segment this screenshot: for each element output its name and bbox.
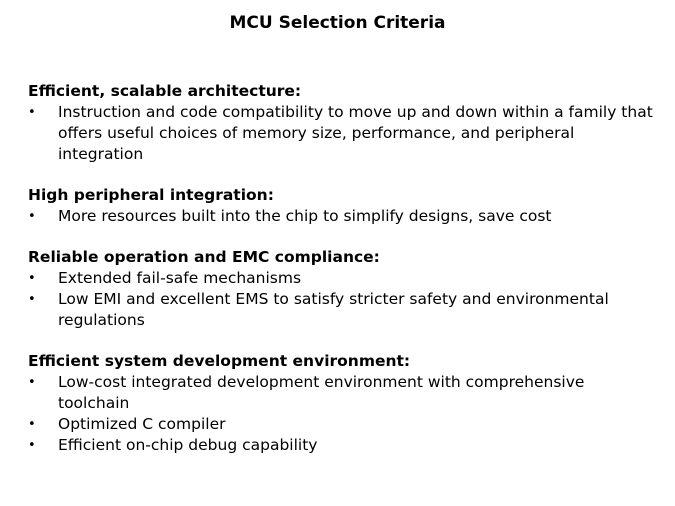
slide-content (28, 81, 658, 456)
bullet-item (28, 289, 658, 331)
bullet-item (28, 206, 658, 227)
bullet-text: Low-cost integrated development environment with comprehensive toolchain (58, 373, 585, 412)
bullet-item (28, 102, 658, 165)
bullet-item (28, 372, 658, 414)
section-heading: Reliable operation and EMC compliance: (28, 248, 380, 266)
bullet-text: Optimized C compiler (58, 415, 226, 433)
bullet-text: Extended fail-safe mechanisms (58, 269, 302, 287)
section-heading: Efficient, scalable architecture: (28, 82, 302, 100)
bullet-text: Low EMI and excellent EMS to satisfy stricter safety and environmental regulations (58, 290, 609, 329)
section-development-environment (28, 351, 658, 456)
bullet-list (28, 206, 658, 227)
bullet-text: More resources built into the chip to simplify designs, save cost (58, 207, 552, 225)
bullet-text: Instruction and code compatibility to move up and down within a family that offers useful choices of memory size, performance, and peripheral integration (58, 103, 653, 163)
bullet-icon: • (28, 417, 36, 432)
bullet-list (28, 268, 658, 331)
bullet-icon: • (28, 292, 36, 307)
bullet-item (28, 435, 658, 456)
bullet-icon: • (28, 271, 36, 286)
slide-title: MCU Selection Criteria (229, 13, 446, 33)
bullet-item (28, 268, 658, 289)
bullet-list (28, 102, 658, 165)
section-peripheral-integration (28, 185, 658, 227)
bullet-icon: • (28, 375, 36, 390)
section-heading: Efficient system development environment: (28, 352, 411, 370)
bullet-list (28, 372, 658, 456)
bullet-icon: • (28, 105, 36, 120)
section-heading: High peripheral integration: (28, 186, 274, 204)
bullet-icon: • (28, 438, 36, 453)
section-scalable-architecture (28, 81, 658, 165)
bullet-text: Efficient on-chip debug capability (58, 436, 318, 454)
section-reliable-operation (28, 247, 658, 331)
bullet-icon: • (28, 209, 36, 224)
bullet-item (28, 414, 658, 435)
